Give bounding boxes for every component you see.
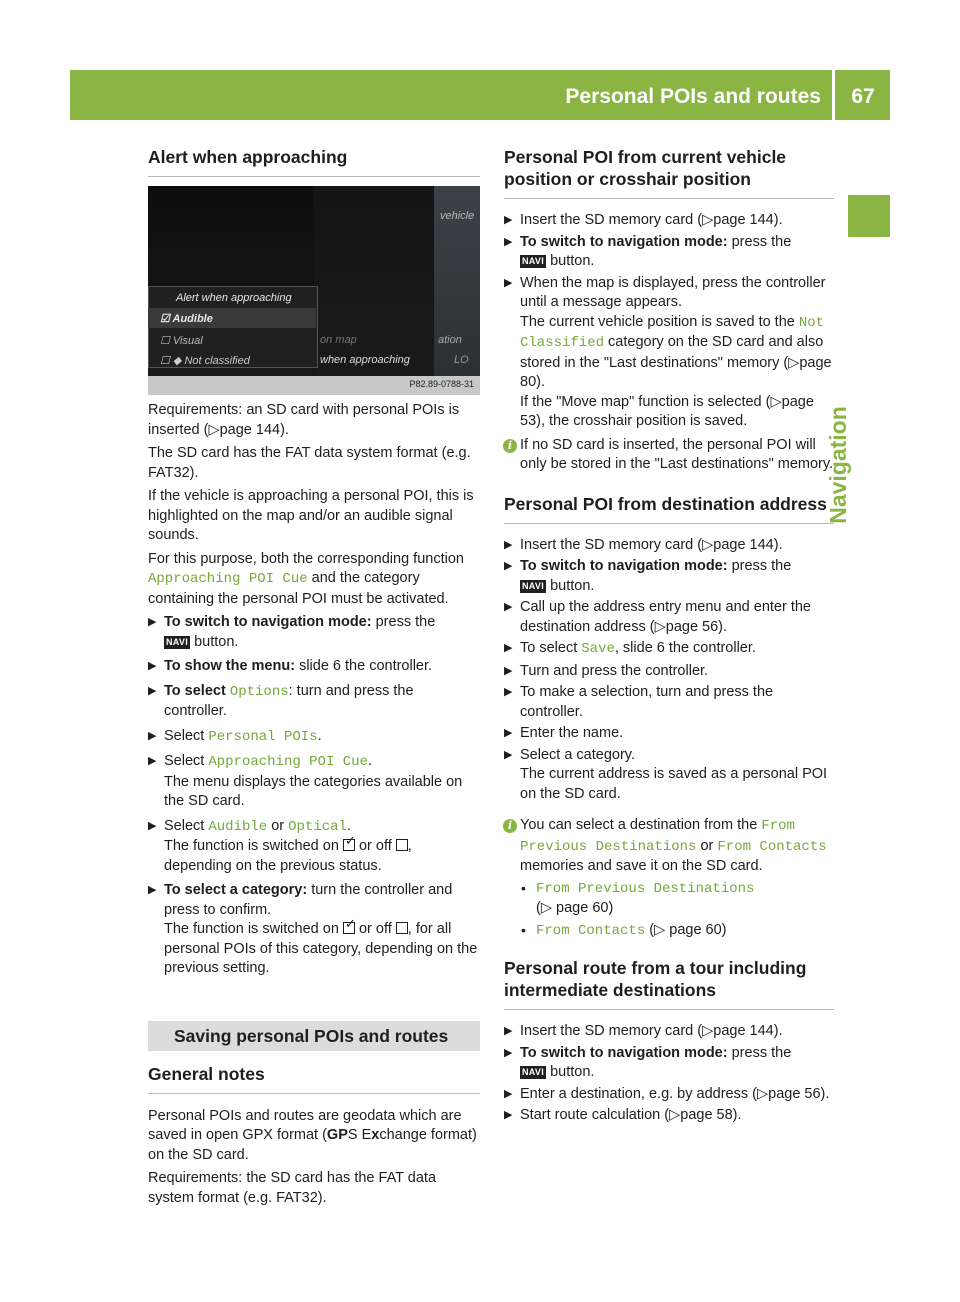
step-switch-nav: ▶ To switch to navigation mode: press the NAVI button. [504,233,792,269]
list-item-previous-destinations: • From Previous Destinations (▷ page 60) [521,879,755,916]
step-arrow-icon: ▶ [148,884,157,896]
step-arrow-icon: ▶ [148,684,157,697]
heading-current-position: Personal POI from current vehicle position or crosshair position [504,147,787,189]
checkbox-checked-icon: ✓ [343,922,355,934]
page-title: Personal POIs and routes [565,85,821,108]
right-column [504,146,834,1126]
step-arrow-icon: ▶ [504,214,513,226]
page-ref-arrow-icon: ▷ [654,618,666,635]
step-switch-nav: ▶ To switch to navigation mode: press the NAVI button. [148,614,436,650]
step-arrow-icon: ▶ [504,1046,513,1059]
page-ref-arrow-icon: ▷ [756,1085,769,1102]
paragraph-geodata: Personal POIs and routes are geodata which are saved in open GPX format (GPS Exchange format) on the SD card. [148,1107,477,1163]
step-arrow-icon: ▶ [148,819,157,832]
info-note-destination: i You can select a destination from the From Previous Destinations or From Contacts memories and save it on the SD card. [504,816,834,877]
step-select-category: ▶ To select a category: turn the controller and press to confirm. The function is switched on ✓ or off , for all personal POIs of this category, depending on the previous setting. [148,882,478,976]
step-arrow-icon: ▶ [148,755,157,767]
step-arrow-icon: ▶ [504,686,513,698]
step-switch-nav: ▶ To switch to navigation mode: press the NAVI button. [504,558,792,594]
step-arrow-icon: ▶ [148,660,157,672]
info-note-sd: i If no SD card is inserted, the personal POI will only be stored in the "Last destinations" memory. [504,436,834,475]
step-enter-destination: ▶ Enter a destination, e.g. by address (▷page 56). [504,1085,834,1105]
checkbox-unchecked-icon [396,922,408,934]
step-select-personal-pois: ▶ Select Personal POIs. [148,727,322,745]
step-arrow-icon: ▶ [504,642,513,654]
step-make-selection: ▶ To make a selection, turn and press the controller. [504,684,774,720]
step-arrow-icon: ▶ [504,276,513,289]
chapter-marker [848,195,890,237]
step-select-approaching-cue: ▶ Select Approaching POI Cue. The menu displays the categories available on the SD card. [148,753,463,809]
page-ref-arrow-icon: ▷ [702,212,714,228]
page-number: 67 [851,85,875,108]
step-select-audible-optical: ▶ Select Audible or Optical. The function is switched on ✓ or off , depending on the previous status. [148,817,412,874]
page-ref-arrow-icon: ▷ [540,900,552,916]
option-approaching-poi-cue: Approaching POI Cue [148,571,308,587]
heading-general-notes: General notes [148,1063,265,1084]
step-arrow-icon: ▶ [504,235,513,248]
paragraph-purpose: For this purpose, both the corresponding function Approaching POI Cue and the category containing the personal POI must be activated. [148,550,464,607]
step-turn-press: ▶ Turn and press the controller. [504,662,834,682]
paragraph-requirements: Requirements: an SD card with personal POIs is inserted (▷page 144). [148,402,460,438]
step-arrow-icon: ▶ [504,538,513,551]
navi-key-icon: NAVI [166,636,189,647]
page-ref-arrow-icon: ▷ [669,1107,681,1123]
page-ref-arrow-icon: ▷ [788,354,800,371]
bullet-icon: • [521,921,526,938]
step-show-menu: ▶ To show the menu: slide 6 the controller. [148,657,480,677]
section-band: Saving personal POIs and routes [148,1021,480,1051]
navi-key-icon: NAVI [522,1067,545,1077]
step-arrow-icon: ▶ [148,616,157,628]
checkbox-checked-icon: ✓ [343,839,355,851]
step-arrow-icon: ▶ [504,601,513,613]
page-ref-arrow-icon: ▷ [208,421,220,438]
list-item-contacts: • From Contacts (▷ page 60) [521,921,727,939]
menu-screenshot: Alert when approaching ☑ Audible ☐ Visual ☐ ◆ Not classified vehicle on map ation when approaching LO P82.89-0788-31 [148,186,480,395]
step-arrow-icon: ▶ [504,1109,513,1121]
step-arrow-icon: ▶ [504,664,513,677]
page-ref-arrow-icon: ▷ [702,536,714,553]
paragraph-fat: The SD card has the FAT data system format (e.g. FAT32). [148,445,471,481]
page-ref-arrow-icon: ▷ [770,393,782,410]
info-icon: i [503,819,517,833]
paragraph-requirements-fat: Requirements: the SD card has the FAT data system format (e.g. FAT32). [148,1170,437,1206]
step-select-options: ▶ To select Options: turn and press the controller. [148,682,414,719]
step-arrow-icon: ▶ [148,729,157,742]
step-insert-sd: ▶ Insert the SD memory card (▷page 144). [504,536,834,556]
step-arrow-icon: ▶ [504,560,513,572]
step-arrow-icon: ▶ [504,727,513,739]
step-route-calculation: ▶ Start route calculation (▷page 58). [504,1106,834,1126]
step-select-save: ▶ To select Save, slide 6 the controller. [504,640,756,657]
navi-key-icon: NAVI [522,256,545,266]
page-ref-arrow-icon: ▷ [654,921,666,938]
step-press-controller: ▶ When the map is displayed, press the controller until a message appears. The current vehicle position is saved to the Not Classified category on the SD card and also stored in the "Last destinations" memory (▷page 80). If the "Move map" function is selected (▷page 53), the crosshair position is saved. [504,274,832,429]
bullet-icon: • [521,879,526,896]
step-address-entry: ▶ Call up the address entry menu and enter the destination address (▷page 56). [504,599,811,635]
step-insert-sd: ▶ Insert the SD memory card (▷page 144). [504,211,834,231]
chapter-tab: Navigation [825,406,851,524]
step-arrow-icon: ▶ [504,748,513,761]
navi-key-icon: NAVI [522,580,545,591]
step-arrow-icon: ▶ [504,1087,513,1100]
heading-personal-route: Personal route from a tour including intermediate destinations [504,958,807,1000]
page-ref-arrow-icon: ▷ [702,1023,714,1039]
header-divider [832,70,835,120]
step-arrow-icon: ▶ [504,1025,513,1037]
image-code: P82.89-0788-31 [409,379,474,389]
heading-alert-when-approaching: Alert when approaching [148,147,348,167]
step-switch-nav: ▶ To switch to navigation mode: press the NAVI button. [504,1044,792,1080]
step-enter-name: ▶ Enter the name. [504,724,834,744]
info-icon: i [503,439,517,453]
checkbox-unchecked-icon [396,839,408,851]
paragraph-approach: If the vehicle is approaching a personal POI, this is highlighted on the map and/or an audible signal sounds. [148,488,474,543]
step-insert-sd: ▶ Insert the SD memory card (▷page 144). [504,1022,834,1042]
heading-destination-address: Personal POI from destination address [504,493,827,514]
step-select-category: ▶ Select a category. The current address is saved as a personal POI on the SD card. [504,746,828,802]
